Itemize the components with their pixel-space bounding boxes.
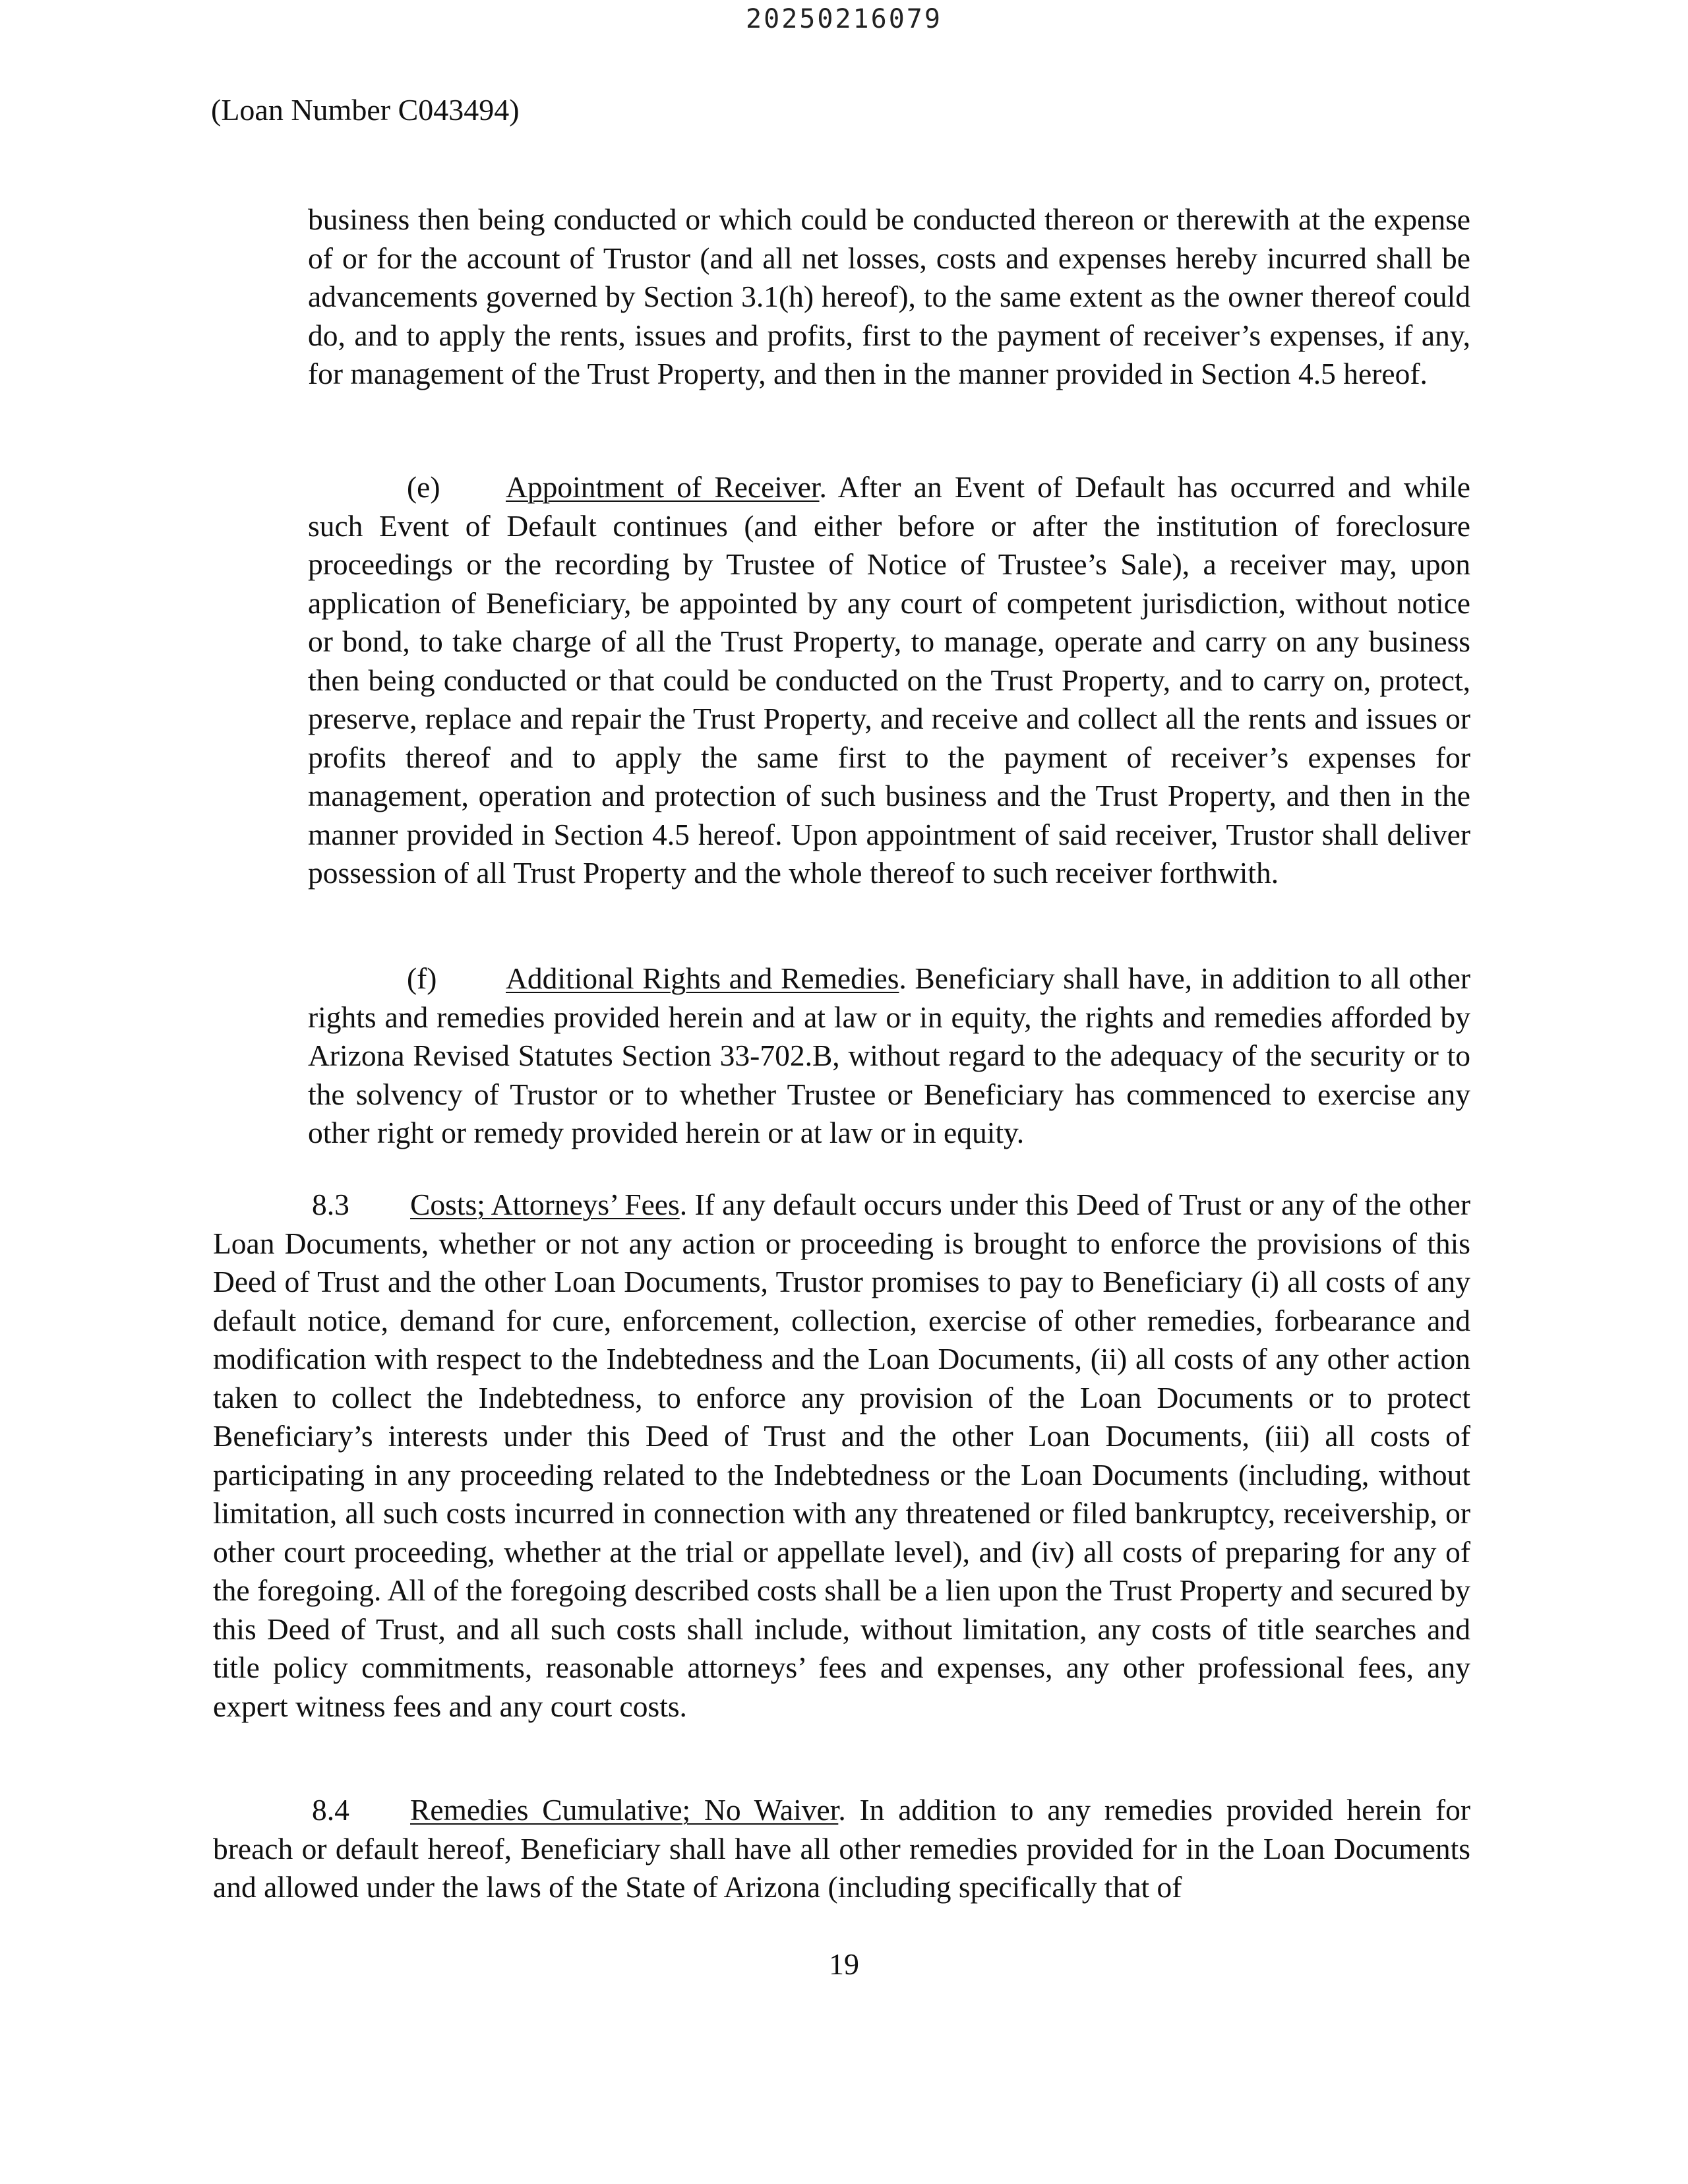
loan-number: (Loan Number C043494) (211, 93, 520, 127)
subsection-e-body: . After an Event of Default has occurred and while such Event of Default continues (and either before or after the institution of foreclosure proceedings or the recording by Trustee of Notice of Trustee’s Sale), a receiver may, upon application of Beneficiary, be appointed by any court of competent jurisdiction, without notice or bond, to take charge of all the Trust Property, to manage, operate and carry on any business then being conducted or that could be conducted on the Trust Property, and to carry on, protect, preserve, replace and repair the Trust Property, and receive and collect all the rents and issues or profits thereof and to apply the same first to the payment of receiver’s expenses for management, operation and protection of such business and the Trust Property, and then in the manner provided in Section 4.5 hereof. Upon appointment of said receiver, Trustor shall deliver possession of all Trust Property and the whole thereof to such receiver forthwith. (308, 470, 1470, 890)
subsection-f-body: . Beneficiary shall have, in addition to all other rights and remedies provided herein and at law or in equity, the rights and remedies afforded by Arizona Revised Statutes Section 33-702.B, without regard to the adequacy of the security or to the solvency of Trustor or to whether Trustee or Beneficiary has commenced to exercise any other right or remedy provided herein or at law or in equity. (308, 961, 1470, 1149)
section-8-3 (213, 1186, 1470, 1726)
section-8-4-heading: Remedies Cumulative; No Waiver (410, 1793, 839, 1827)
section-8-4-number: 8.4 (312, 1793, 349, 1827)
subsection-f (308, 959, 1470, 1153)
page-number: 19 (829, 1947, 859, 1981)
section-8-3-number: 8.3 (312, 1188, 349, 1221)
subsection-e (308, 468, 1470, 893)
section-8-3-body: . If any default occurs under this Deed of Trust or any of the other Loan Documents, whether or not any action or proceeding is brought to enforce the provisions of this Deed of Trust and the other Loan Documents, Trustor promises to pay to Beneficiary (i) all costs of any default notice, demand for cure, enforcement, collection, exercise of other remedies, forbearance and modification with respect to the Indebtedness and the Loan Documents, (ii) all costs of any other action taken to collect the Indebtedness, to enforce any provision of the Loan Documents or to protect Beneficiary’s interests under this Deed of Trust and the other Loan Documents, (iii) all costs of participating in any proceeding related to the Indebtedness or the Loan Documents (including, without limitation, all such costs incurred in connection with any threatened or filed bankruptcy, receivership, or other court proceeding, whether at the trial or appellate level), and (iv) all costs of preparing for any of the foregoing. All of the foregoing described costs shall be a lien upon the Trust Property and secured by this Deed of Trust, and all such costs shall include, without limitation, any costs of title searches and title policy commitments, reasonable attorneys’ fees and expenses, any other professional fees, any expert witness fees and any court costs. (213, 1188, 1470, 1723)
subsection-f-heading: Additional Rights and Remedies (506, 961, 899, 995)
subsection-e-label: (e) (407, 470, 440, 504)
section-8-4-body: . In addition to any remedies provided herein for breach or default hereof, Beneficiary shall have all other remedies provided for in the Loan Documents and allowed under the laws of the State of Arizona (including specifically that of (213, 1793, 1470, 1904)
recording-number: 20250216079 (746, 4, 942, 34)
subsection-f-label: (f) (407, 961, 437, 995)
subsection-e-heading: Appointment of Receiver (506, 470, 820, 504)
section-8-3-heading: Costs; Attorneys’ Fees (410, 1188, 680, 1221)
section-8-4 (213, 1791, 1470, 1907)
continuation-paragraph: business then being conducted or which could be conducted thereon or therewith at the expense of or for the account of Trustor (and all net losses, costs and expenses hereby incurred shall be advancements governed by Section 3.1(h) hereof), to the same extent as the owner thereof could do, and to apply the rents, issues and profits, first to the payment of receiver’s expenses, if any, for management of the Trust Property, and then in the manner provided in Section 4.5 hereof. (308, 202, 1470, 390)
